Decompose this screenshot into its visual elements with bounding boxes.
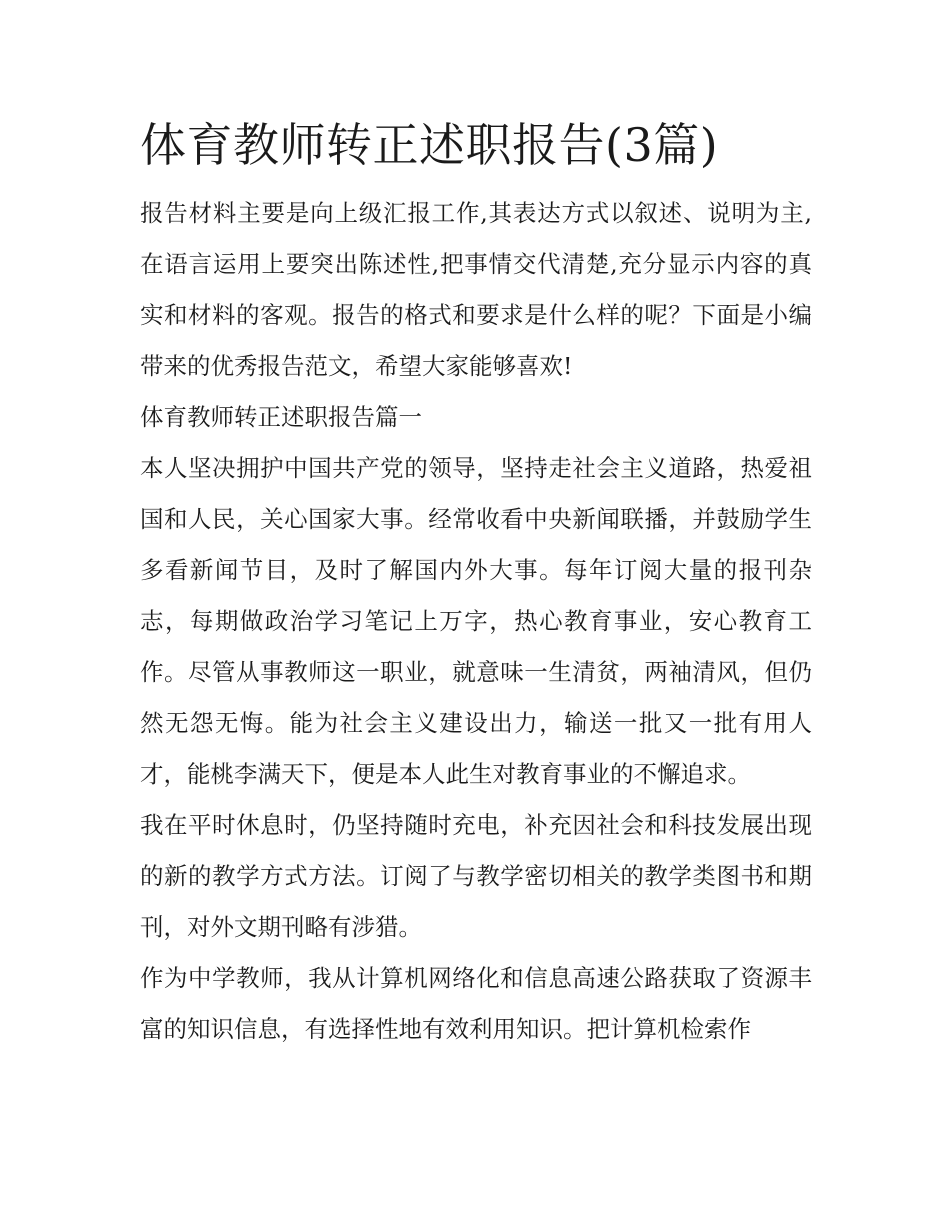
body-paragraph-2: 我在平时休息时，仍坚持随时充电，补充因社会和科技发展出现的新的教学方式方法。订阅了与教学密切相关的教学类图书和期刊，对外文期刊略有涉猎。 xyxy=(140,811,812,941)
body-paragraph-1: 本人坚决拥护中国共产党的领导，坚持走社会主义道路，热爱祖国和人民，关心国家大事。经常收看中央新闻联播，并鼓励学生多看新闻节目，及时了解国内外大事。每年订阅大量的报刊杂志，每期做政治学习笔记上万字，热心教育事业，安心教育工作。尽管从事教师这一职业，就意味一生清贫，两袖清风，但仍然无怨无悔。能为社会主义建设出力，输送一批又一批有用人才，能桃李满天下，便是本人此生对教育事业的不懈追求。 xyxy=(140,454,812,788)
intro-paragraph: 报告材料主要是向上级汇报工作,其表达方式以叙述、说明为主,在语言运用上要突出陈述性,把事情交代清楚,充分显示内容的真实和材料的客观。报告的格式和要求是什么样的呢？下面是小编带来的优秀报告范文，希望大家能够喜欢! xyxy=(140,199,812,380)
body-paragraph-3: 作为中学教师，我从计算机网络化和信息高速公路获取了资源丰富的知识信息，有选择性地有效利用知识。把计算机检索作 xyxy=(140,964,812,1043)
document-body xyxy=(140,112,812,1055)
document-title: 体育教师转正述职报告(3篇) xyxy=(140,118,719,172)
section-heading: 体育教师转正述职报告篇一 xyxy=(140,403,422,431)
